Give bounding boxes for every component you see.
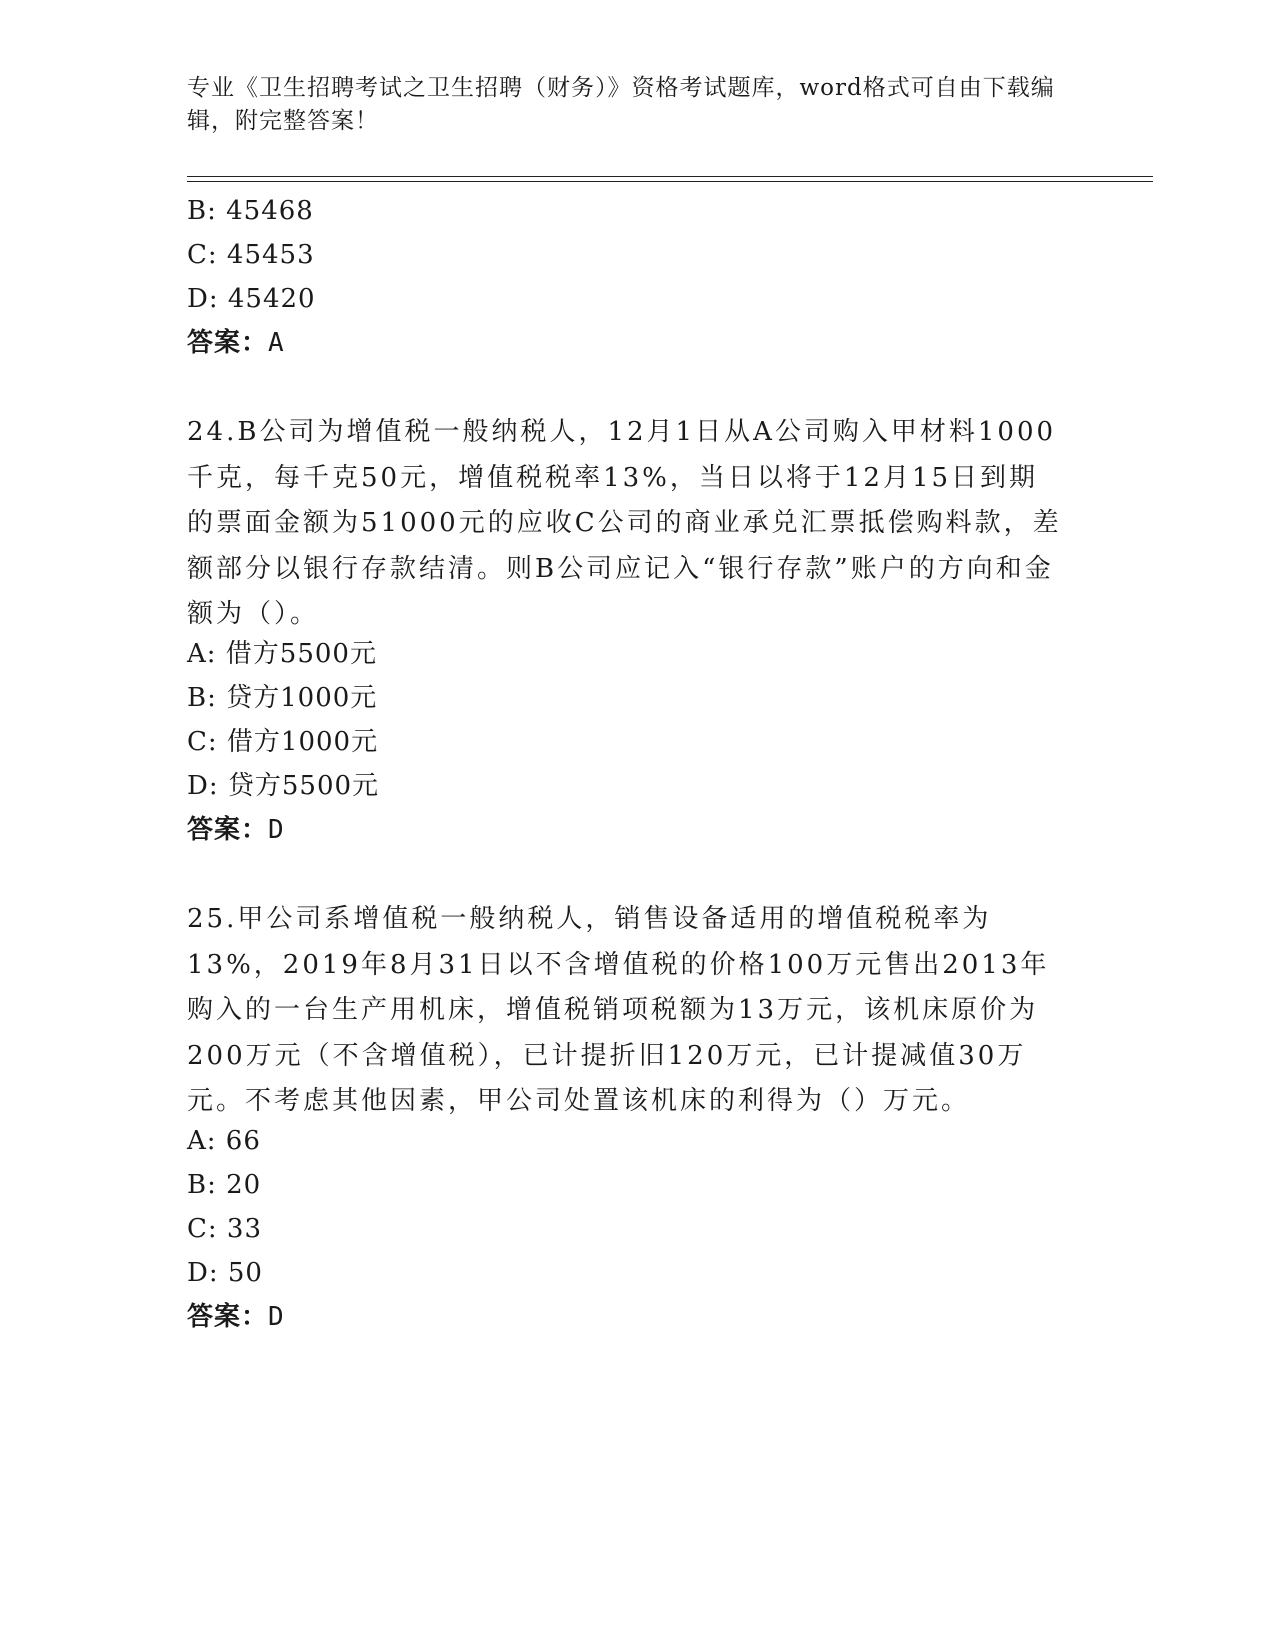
answer-value: D <box>268 1302 285 1332</box>
q24-answer <box>187 815 285 845</box>
answer-label: 答案： <box>187 1302 269 1332</box>
q25-option-a: A: 66 <box>187 1126 261 1156</box>
q25-stem: 25.甲公司系增值税一般纳税人，销售设备适用的增值税税率为13%，2019年8月31日以不含增值税的价格100万元售出2013年购入的一台生产用机床，增值税销项税额为13万元，该机床原价为200万元（不含增值税），已计提折旧120万元，已计提减值30万元。不考虑其他因素，甲公司处置该机床的利得为（）万元。 <box>187 904 1050 1116</box>
q25-option-b: B: 20 <box>187 1170 262 1200</box>
answer-value: A <box>268 328 285 358</box>
q24-option-d: D: 贷方5500元 <box>187 771 380 801</box>
header-rule-bottom <box>187 181 1153 182</box>
q23-option-b: B: 45468 <box>187 196 314 226</box>
q24-stem: 24.B公司为增值税一般纳税人，12月1日从A公司购入甲材料1000千克，每千克50元，增值税税率13%，当日以将于12月15日到期的票面金额为51000元的应收C公司的商业承兑汇票抵偿购料款，差额部分以银行存款结清。则B公司应记入“银行存款”账户的方向和金额为（）。 <box>187 417 1062 629</box>
answer-label: 答案： <box>187 815 269 845</box>
q23-option-c: C: 45453 <box>187 240 315 270</box>
header-rule-top <box>187 176 1153 177</box>
q24-option-a: A: 借方5500元 <box>187 639 377 669</box>
q25-answer <box>187 1302 285 1332</box>
q25-option-d: D: 50 <box>187 1258 263 1288</box>
q24-option-c: C: 借方1000元 <box>187 727 379 757</box>
answer-value: D <box>268 815 285 845</box>
q23-option-d: D: 45420 <box>187 284 316 314</box>
answer-label: 答案： <box>187 328 269 358</box>
q23-answer <box>187 328 285 358</box>
document-header: 专业《卫生招聘考试之卫生招聘（财务）》资格考试题库，word格式可自由下载编辑，附完整答案！ <box>187 75 1055 134</box>
q25-option-c: C: 33 <box>187 1214 263 1244</box>
q24-option-b: B: 贷方1000元 <box>187 683 378 713</box>
